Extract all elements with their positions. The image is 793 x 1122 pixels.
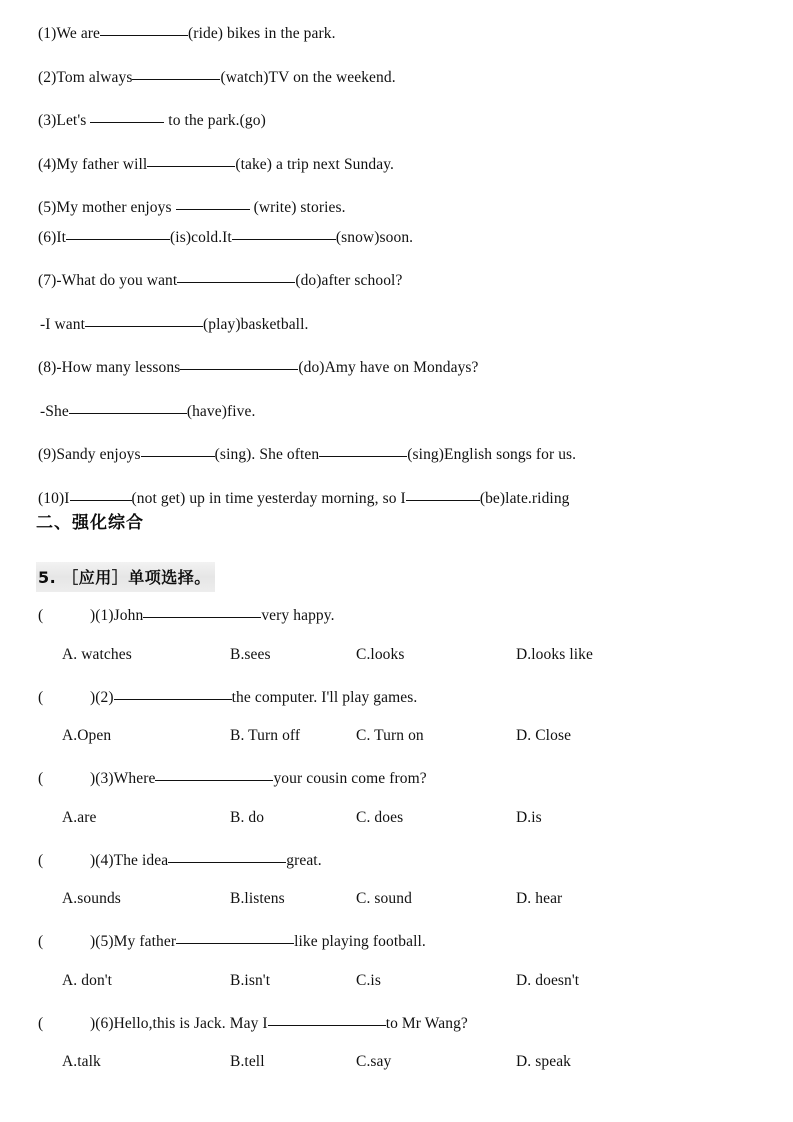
- option-b[interactable]: B.sees: [230, 645, 271, 663]
- mc-question-3-suffix: your cousin come from?: [273, 770, 427, 787]
- option-a[interactable]: A.are: [62, 808, 97, 826]
- fill-question-10: [38, 489, 758, 507]
- paren-close: ): [90, 1014, 96, 1032]
- answer-box-2[interactable]: [38, 690, 90, 706]
- mc-question-1-options: [38, 646, 768, 665]
- option-c[interactable]: C. Turn on: [356, 727, 424, 744]
- answer-blank[interactable]: [66, 228, 170, 240]
- mc-question-3-number: (3): [95, 770, 114, 787]
- mc-question-4-stem: [38, 851, 768, 869]
- fill-question-1: [38, 24, 758, 42]
- question-7-answer-prefix: -I want: [40, 315, 86, 333]
- mc-question-6-number: (6): [95, 1014, 114, 1032]
- paren-open: (: [38, 851, 44, 869]
- answer-blank[interactable]: [406, 489, 480, 501]
- mc-question-4-prefix: The idea: [113, 851, 169, 869]
- answer-blank[interactable]: [132, 68, 220, 80]
- answer-blank[interactable]: [85, 315, 203, 327]
- mc-question-1-suffix: very happy.: [261, 607, 335, 624]
- answer-blank[interactable]: [180, 358, 298, 370]
- subsection-heading: [36, 562, 215, 592]
- fill-question-5: [38, 198, 758, 216]
- question-10-middle: (not get) up in time yesterday morning, so I: [131, 489, 406, 507]
- answer-blank[interactable]: [69, 402, 187, 414]
- question-6-middle: (is)cold.It: [170, 228, 232, 246]
- option-b[interactable]: B.tell: [230, 1053, 265, 1070]
- option-d[interactable]: D. doesn't: [516, 971, 580, 989]
- fill-question-8-answer: [40, 402, 758, 420]
- option-c[interactable]: C. sound: [356, 890, 412, 907]
- answer-blank[interactable]: [141, 445, 215, 457]
- mc-question-1-prefix: John: [113, 607, 144, 624]
- answer-blank[interactable]: [177, 271, 295, 283]
- question-8-answer-prefix: -She: [40, 402, 69, 420]
- paren-close: ): [90, 933, 96, 950]
- mc-question-4-suffix: great.: [286, 851, 322, 869]
- question-4-suffix: (take) a trip next Sunday.: [235, 155, 395, 173]
- option-c[interactable]: C.looks: [356, 645, 405, 663]
- option-a[interactable]: A.Open: [62, 727, 112, 744]
- mc-question-4-number: (4): [95, 851, 114, 869]
- fill-question-7-answer: [40, 315, 758, 333]
- mc-question-2-suffix: the computer. I'll play games.: [231, 688, 418, 706]
- paren-open: (: [38, 607, 44, 624]
- answer-box-1[interactable]: [38, 608, 90, 624]
- option-b[interactable]: B.isn't: [230, 971, 271, 989]
- mc-question-5-options: [38, 972, 768, 991]
- question-10-prefix: (10)I: [38, 489, 70, 507]
- answer-box-3[interactable]: [38, 771, 90, 787]
- mc-question-1-stem: [38, 606, 768, 624]
- option-a[interactable]: A.sounds: [62, 890, 121, 907]
- question-9-prefix: (9)Sandy enjoys: [38, 446, 141, 463]
- option-c[interactable]: C. does: [356, 808, 404, 826]
- answer-box-4[interactable]: [38, 853, 90, 869]
- answer-blank[interactable]: [100, 24, 188, 36]
- question-8-answer-suffix: (have)five.: [186, 402, 256, 420]
- mc-question-3-stem: [38, 769, 768, 787]
- fill-question-6: [38, 228, 758, 246]
- paren-close: ): [90, 851, 96, 869]
- option-d[interactable]: D. hear: [516, 890, 563, 907]
- option-b[interactable]: B. Turn off: [230, 727, 301, 744]
- answer-blank[interactable]: [176, 198, 250, 210]
- question-6-suffix: (snow)soon.: [335, 228, 414, 246]
- question-10-suffix: (be)late.riding: [479, 489, 570, 507]
- option-d[interactable]: D.looks like: [516, 645, 593, 663]
- answer-blank[interactable]: [168, 851, 286, 863]
- paren-close: ): [90, 688, 96, 706]
- answer-blank[interactable]: [268, 1014, 386, 1026]
- paren-open: (: [38, 933, 44, 950]
- answer-blank[interactable]: [176, 932, 294, 944]
- option-d[interactable]: D. speak: [516, 1053, 572, 1070]
- mc-question-6-suffix: to Mr Wang?: [385, 1014, 468, 1032]
- mc-question-2-number: (2): [95, 688, 114, 706]
- fill-question-8: [38, 358, 758, 376]
- answer-blank[interactable]: [319, 445, 407, 457]
- answer-blank[interactable]: [70, 489, 132, 501]
- fill-question-2: [38, 68, 758, 86]
- option-d[interactable]: D. Close: [516, 727, 572, 744]
- answer-blank[interactable]: [143, 606, 261, 618]
- option-a[interactable]: A. watches: [62, 645, 132, 663]
- section-heading: 二、强化综合: [36, 513, 144, 533]
- mc-question-5-prefix: My father: [113, 933, 177, 950]
- paren-open: (: [38, 770, 44, 787]
- fill-question-3: [38, 111, 758, 129]
- question-6-prefix: (6)It: [38, 228, 67, 246]
- multiple-choice-section: [38, 606, 768, 1095]
- paren-open: (: [38, 688, 44, 706]
- answer-blank[interactable]: [155, 769, 273, 781]
- mc-question-5-stem: [38, 932, 768, 950]
- answer-blank[interactable]: [147, 155, 235, 167]
- mc-question-3-prefix: Where: [113, 770, 156, 787]
- mc-question-4-options: [38, 890, 768, 909]
- mc-question-5-number: (5): [95, 933, 114, 950]
- fill-question-4: [38, 155, 758, 173]
- question-5-suffix: (write) stories.: [249, 199, 346, 216]
- question-8-prefix: (8)-How many lessons: [38, 359, 181, 376]
- answer-box-5[interactable]: [38, 934, 90, 950]
- option-c[interactable]: C.say: [356, 1053, 392, 1070]
- paren-open: (: [38, 1014, 44, 1032]
- mc-question-3-options: [38, 809, 768, 828]
- option-a[interactable]: A.talk: [62, 1053, 101, 1070]
- fill-in-the-blank-section: [38, 24, 758, 532]
- answer-box-6[interactable]: [38, 1016, 90, 1032]
- question-8-suffix: (do)Amy have on Mondays?: [298, 359, 479, 376]
- answer-blank[interactable]: [90, 111, 164, 123]
- question-7-suffix: (do)after school?: [295, 272, 403, 289]
- question-2-prefix: (2)Tom always: [38, 68, 133, 86]
- mc-question-2-stem: [38, 688, 768, 706]
- option-b[interactable]: B. do: [230, 808, 265, 826]
- option-b[interactable]: B.listens: [230, 890, 285, 907]
- question-9-middle: (sing). She often: [214, 446, 320, 463]
- question-5-prefix: (5)My mother enjoys: [38, 199, 176, 216]
- mc-question-6-prefix: Hello,this is Jack. May I: [113, 1014, 268, 1032]
- paren-close: ): [90, 607, 96, 624]
- question-7-prefix: (7)-What do you want: [38, 272, 178, 289]
- fill-question-7: [38, 271, 758, 289]
- fill-question-9: [38, 445, 758, 463]
- mc-question-5-suffix: like playing football.: [294, 933, 426, 950]
- answer-blank[interactable]: [114, 688, 232, 700]
- question-1-prefix: (1)We are: [38, 25, 101, 42]
- option-d[interactable]: D.is: [516, 808, 542, 826]
- question-9-suffix: (sing)English songs for us.: [407, 446, 577, 463]
- question-2-suffix: (watch)TV on the weekend.: [220, 68, 396, 86]
- subsection-heading-text: 5. ［应用］单项选择。: [36, 562, 215, 592]
- question-7-answer-suffix: (play)basketball.: [203, 315, 309, 333]
- answer-blank[interactable]: [232, 228, 336, 240]
- question-3-prefix: (3)Let's: [38, 112, 91, 129]
- question-1-suffix: (ride) bikes in the park.: [188, 25, 336, 42]
- option-a[interactable]: A. don't: [62, 971, 113, 989]
- question-3-suffix: to the park.(go): [164, 112, 266, 129]
- mc-question-6-options: [38, 1053, 768, 1072]
- option-c[interactable]: C.is: [356, 971, 381, 989]
- mc-question-6-stem: [38, 1014, 768, 1032]
- question-4-prefix: (4)My father will: [38, 155, 148, 173]
- paren-close: ): [90, 770, 96, 787]
- mc-question-2-options: [38, 727, 768, 746]
- mc-question-1-number: (1): [95, 607, 114, 624]
